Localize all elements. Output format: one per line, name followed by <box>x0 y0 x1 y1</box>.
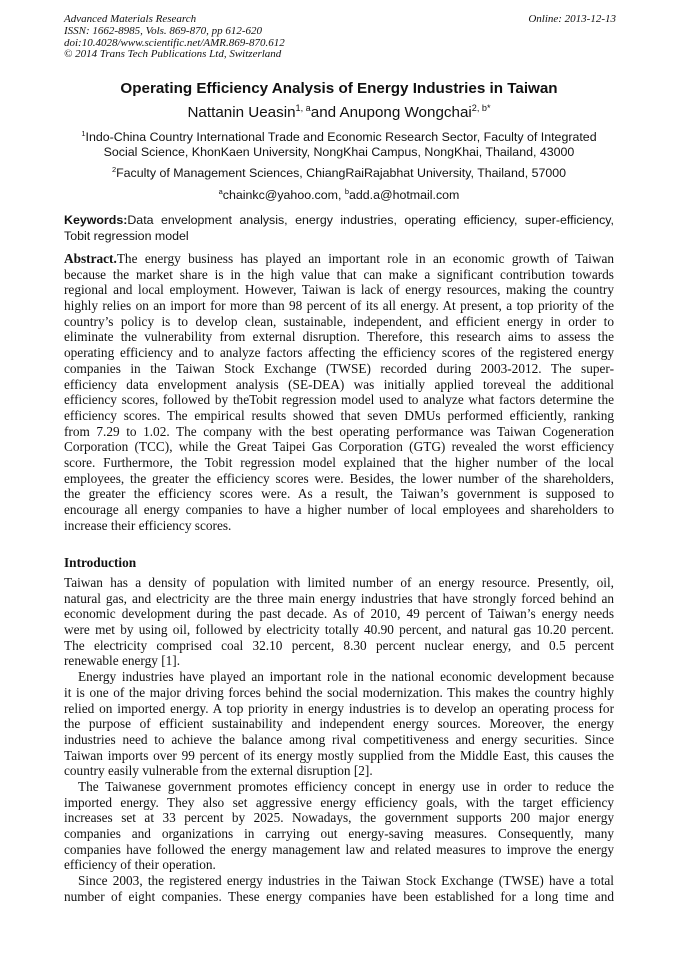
keywords-line1: Data envelopment analysis, energy industries, operating efficiency, super-efficiency, <box>127 213 614 227</box>
aff2-sup: 2 <box>111 164 117 174</box>
intro-line: The Taiwanese government promotes efficiency concept in energy use in order to reduce the <box>78 778 614 794</box>
intro-line: economic development during the past decade. As of 2010, 49 percent of Taiwan’s energy needs <box>64 606 614 622</box>
intro-line: The electricity comprised coal 32.10 percent, 8.30 percent nuclear energy, and 0.5 percent <box>64 637 614 653</box>
abstract-line: the greater the efficiency scores were. As a result, the Taiwan’s government is supposed to <box>64 486 614 502</box>
intro-line: country easily vulnerable from the external disruption [2]. <box>64 763 373 779</box>
intro-line: Since 2003, the registered energy industries in the Taiwan Stock Exchange (TWSE) have a total <box>78 873 614 889</box>
emails <box>0 188 678 203</box>
intro-line: renewable energy [1]. <box>64 653 181 669</box>
journal-name: Advanced Materials Research <box>64 13 197 25</box>
abstract-line <box>64 251 614 267</box>
intro-line: relied on imported energy. A top priority in energy industries is to develop an operating process for <box>64 700 614 716</box>
online-date: Online: 2013-12-13 <box>528 13 616 25</box>
abstract-line: regional and local employment. However, Taiwan is lack of energy resources, making the country <box>64 282 614 298</box>
email-b: add.a@hotmail.com <box>348 188 460 202</box>
abstract-line: score. Furthermore, the Tobit regression model explained that the higher number of the local <box>64 454 614 470</box>
intro-line: increases set at 33 percent by 2025. Nowadays, the government supports 200 major energy <box>64 810 614 826</box>
introduction-body <box>64 575 614 904</box>
affiliation-1 <box>0 130 678 160</box>
abstract-line: country’s policy is to develop clean, sustainable, independent, and efficient energy in order to <box>64 313 614 329</box>
doi: doi:10.4028/www.scientific.net/AMR.869-870.612 <box>64 36 285 49</box>
copyright: © 2014 Trans Tech Publications Ltd, Switzerland <box>64 48 282 61</box>
aff1-line1: Indo-China Country International Trade and Economic Research Sector, Faculty of Integrated <box>85 130 597 144</box>
intro-line: Energy industries have played an important role in the national economic development because <box>78 669 614 685</box>
abstract-line: highly relies on an import for more than 98 percent of its all energy. At present, a top priority of the <box>64 298 614 314</box>
intro-line: the purpose of efficient sustainability and independent energy sources. Moreover, the energy <box>64 716 614 732</box>
affiliation-2 <box>0 166 678 181</box>
intro-line: Taiwan imports over 99 percent of its energy mostly supplied from the Middle East, this causes the <box>64 747 614 763</box>
intro-line: companies and organizations in carrying out energy-saving measures. Consequently, many <box>64 826 614 841</box>
abstract-line: increase their efficiency scores. <box>64 517 232 533</box>
abstract-line: encourage all energy companies to have a higher number of local employees and shareholders to <box>64 502 614 517</box>
email-b-sup: b <box>344 186 349 196</box>
abstract-line: eliminate the vulnerability from external disruption. Therefore, this research aims to assess the <box>64 329 614 345</box>
intro-line: Taiwan has a density of population with limited number of an energy resource. Presently, oil, <box>64 575 614 590</box>
abstract-line: efficiency scores. The empirical results showed that seven DMUs performed efficiently, ranking <box>64 407 614 423</box>
intro-line: it is one of the major driving forces behind the social modernization. This makes the country highly <box>64 684 614 700</box>
abstract-label: Abstract. <box>64 251 117 266</box>
abstract-line: companies in the Taiwan Stock Exchange (TWSE) recorded during 2003-2012. The super- <box>64 360 614 376</box>
intro-line: number of eight companies. These energy companies have been established for a long time and <box>64 888 614 904</box>
paper-title: Operating Efficiency Analysis of Energy Industries in Taiwan <box>120 80 558 97</box>
abstract-line: because the market share is in the high value that can make a significant contribution towards <box>64 266 614 282</box>
abstract-line-text: The energy business has played an important role in an economic growth of Taiwan <box>116 251 614 266</box>
abstract-line: operating efficiency and to analyze factors affecting the efficiency scores of the registered energy <box>64 345 614 361</box>
journal-header <box>64 14 616 61</box>
intro-line: efficiency of their operation. <box>64 857 216 873</box>
intro-line: imported energy. They also set aggressive energy efficiency goals, with the target efficiency <box>64 794 614 810</box>
aff1-line2: Social Science, KhonKaen University, NongKhai Campus, NongKhai, Thailand, 43000 <box>103 145 575 159</box>
author-1-sup: 1, a <box>295 102 311 113</box>
abstract-line: efficiency data envelopment analysis (SE-DEA) was initially applied toreveal the additional <box>64 376 614 392</box>
intro-line: natural gas, and electricity are the three main energy industries that have strongly forced behind an <box>64 590 614 606</box>
authors <box>0 104 678 121</box>
intro-line: were met by using oil, followed by electricity totally 40.90 percent, and natural gas 10.20 percent. <box>64 622 614 638</box>
aff1-sup: 1 <box>81 128 86 138</box>
abstract <box>64 251 614 533</box>
abstract-line: from 7.29 to 1.02. The company with the best operating performance was Taiwan Cogeneration <box>64 423 614 439</box>
keywords <box>64 213 614 244</box>
introduction-heading: Introduction <box>64 555 137 570</box>
author-2: and Anupong Wongchai <box>310 104 472 121</box>
intro-line: industries need to achieve the balance among rival competitiveness and energy securities. Since <box>64 731 614 747</box>
issn: ISSN: 1662-8985, Vols. 869-870, pp 612-620 <box>64 24 262 37</box>
abstract-line: Corporation (TCC), while the Great Taipei Gas Corporation (GTG) revealed the worst efficiency <box>64 439 614 455</box>
abstract-line: employees, the greater the efficiency scores were. Besides, the lower number of the shareholders, <box>64 470 614 486</box>
aff2-text: Faculty of Management Sciences, ChiangRaiRajabhat University, Thailand, 57000 <box>116 166 567 180</box>
email-a: chainkc@yahoo.com, <box>222 188 345 202</box>
author-1: Nattanin Ueasin <box>187 104 296 121</box>
keywords-label: Keywords: <box>64 213 128 227</box>
author-2-sup: 2, b* <box>471 102 491 113</box>
email-a-sup: a <box>218 186 223 196</box>
keywords-line2: Tobit regression model <box>64 228 189 243</box>
abstract-line: efficiency scores, followed by theTobit regression model used to analyze what factors determine the <box>64 392 614 408</box>
intro-line: companies have followed the energy management law and related measures to improve the energy <box>64 841 614 857</box>
